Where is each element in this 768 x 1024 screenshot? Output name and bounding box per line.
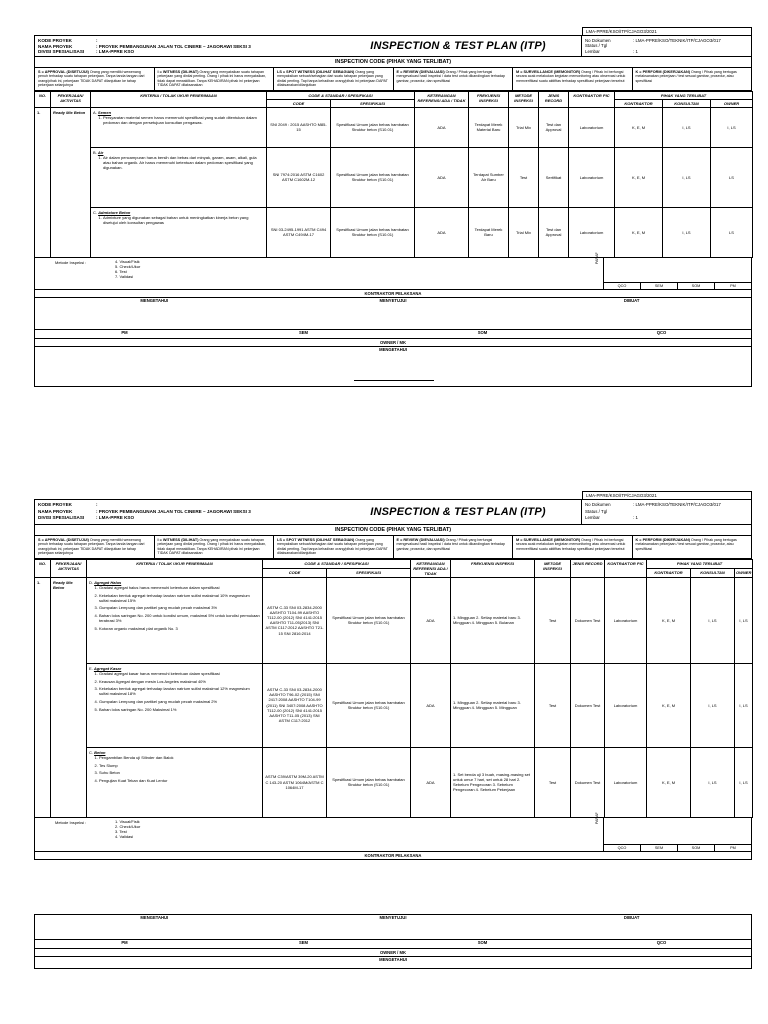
table-row: 1. Ready Mix Beton A. Semen 1. Persyaratan material semen harus memenuhi spesifikasi yang sudah ditentukan dalam pedoman dan dengan persetujuan konsultan pengawas. SNI 2049 : 2015 AASHTO M85-15 Spesifikasi Umum jalan bebas hambatan Struktur beton (S10.01) ADA Terdapat Merek Material Baru Trial Mix Test dan Approval Laboratorium K, E, M I, LS I, LS (35, 107, 753, 147)
itp-sheet-2: LMA-PPRE/KSO/ITP/CJAGO3/2021 KODE PROYEK : NAMA PROYEK : PROYEK PEMBANGUNAN JALAN TOL CINERE – JAGORAWI SEKSI 3 DIVISI SPESIALISASI : LMA-PPRE KSO INSPECTION & TEST PLAN (ITP) No Dokumen : LMA-PPRE/KSO/TEKNIK/ITP/CJAGO3/017 Status / Tgl Lembar : 1 INSPECTION CODE (PIHAK YANG TERLIBAT) S = APPROVAL (DISETUJUI) Orang yang memiliki wewenang penuh terhadap suatu tahapan pekerjaan. Tanpa tanda tangan dari orang/pihak ini, pekerjaan TIDAK DAPAT dilanjutkan ke tahap pekerjaan selanjutnya I = WITNESS (DILIHAT) Orang yang menyaksikan suatu tahapan pekerjaan yang dinilai penting. Orang / pihak ini harus menyaksikan, tidak dapat mewakilkan. Tanpa KEHADIRAN pihak ini pekerjaan TIDAK DAPAT dilaksanakan LS = SPOT WITNESS (DILIHAT SEBAGIAN) Orang yang menyaksikan sebuah/sebagian dari suatu tahapan pekerjaan yang dinilai penting. Tapi tanpa kehadiran orang/pihak ini pekerjaan DAPAT dilaksanakan/dilanjutkan E = REVIEW (DIEVALUASI) Orang / Pihak yang berfungsi mengevaluasi hasil inspeksi / data test untuk dikandingkan terhadap gambar, prosedur, dan spesifikasi M = SURVEILLANCE (MEMONITOR) Orang / Pihak ini berfungsi secara acak melakukan kegiatan memonitoring atau observasi untuk memverifikasi suatu aktifitas terhadap spesifikasi pekerjaan tersebut K = PERFORM (DIKERJAKAN) Orang / Pihak yang bertugas melaksanakan pekerjaan / test sesuai gambar, prosedur, atau spesifikasi NO. PEKERJAAN/ AKTIVITAS KRITERIA / TOLAK UKUR PENERIMAAN CODE & STANDAR / SPESIFIKASI KETERANGAN REFERENSI ADA / TIDAK FREKUENSI INSPEKSI METODE INSPEKSI JENIS RECORD KONTRAKTOR PIC PIHAK YANG TERLIBAT CODE SPESIFIKASI KONTRAKTOR KONSULTAN OWNER 1. Ready Mix Beton D. Agregat Halus 1. Gradasi agregat halus harus memenuhi ketentuan dalam spesifikasi 2. Kekekalan bentuk agregat terhadap larutan natrium sulfat maksimal 10% magnesium sulfat maksimal 15% 3. Gumpalan Lempung dan partikel yang mudah pecah maksimal 3% 4. Bahan lolos saringan No. 200 untuk kondisi umum, maksimal 5% untuk kondisi permukaan terabrasi 3% 5. Kotoran organic maksimal plat organik No. 3 ASTM C-33 SNI 03-2834-2000 AASHTO T104-99 AASHTO T112-00 (2012) SNI 4141:2015 AASHTO T11-05(2013) SNI ASTM C117:2012 AASHTO T21-15 SNI 2816:2014 Spesifikasi Umum jalan bebas hambatan Struktur beton (S10.01) ADA 1. Mingguan 2. Setiap material baru 3. Mingguan 4. Mingguan 5. Bulanan Test Dokumen Test Laboratorium K, E, M I, LS I, LS E. Agregat Kasar 1. Gradasi agregat kasar harus memenuhi ketentuan dalam spesifikasi 2. Keausan Agregat dengan mesin Los Angeles maksimal 40% 3. Kekekalan bentuk agregat terhadap larutan natrium sulfat maksimal 12% magnesium sulfat maksimal 18% 4. Gumpalan Lempung dan partikel yang mudah pecah maksimal 2% 5. Bahan lolos saringan No. 200 Maksimal 1% ASTM C-33 SNI 03-2834-2000 AASHTO T96-02 (2015) SNI 2417:2008 AASHTO T104-99 (2011) SNI 3407:2008 AASHTO T112-00 (2012) SNI 4141:2015 AASHTO T11-05 (2013) SNI ASTM C117:2012 Spesifikasi Umum jalan bebas hambatan Struktur beton (S10.01) ADA 1. Mingguan 2. Setiap material baru 3. Mingguan 4. Mingguan 5. Mingguan Test Dokumen Test Laboratorium K, E, M I, LS I, LS C. Beton 1. Pengambilan Benda uji Silinder dan Balok 2. Tes Slump 3. Suhu Beton 4. Pengujian Kuat Tekan dan Kuat Lentur ASTM C39/ASTM 39M-20 ASTM C 143-20 ASTM 1064M/ASTM C 1064M-17 Spesifikasi Umum jalan bebas hambatan Struktur beton (S10.01) ADA 1. Set benda uji 3 buah, masing-masing set untuk umur 7 hari, set untuk 28 hari 2. Sebelum Pengecoran 3. Sebelum Pengecoran 4. Sebelum Pekerjaan Test Dokumen Test Laboratorium K, E, M I, LS I, LS Metode Inspeksi : 1. Visual/Fisik 2. Check/Ukur 3. Test 4. Validasi PARAF QCO SEM SOM PM KONTRAKTOR PELAKSANA MENGETAHUI MENYETUJUI DIBUAT PM SEM SOM QCO OWNER / MK MENGETAHUI (34, 491, 752, 1024)
signature-row: MENGETAHUI MENYETUJUI DIBUAT (34, 298, 752, 330)
inspection-code-title: INSPECTION CODE (PIHAK YANG TERLIBAT) (34, 57, 752, 68)
doc-number: LMA-PPRE/KSO/ITP/CJAGO3/2021 (582, 27, 752, 35)
itp-sheet-1: LMA-PPRE/KSO/ITP/CJAGO3/2021 KODE PROYEK : NAMA PROYEK : PROYEK PEMBANGUNAN JALAN TOL CINERE – JAGORAWI SEKSI 3 DIVISI SPESIALISASI : LMA-PPRE KSO INSPECTION & TEST PLAN (ITP) No Dokumen : LMA-PPRE/KSO/TEKNIK/ITP/CJAGO3/017 Status / Tgl Lembar : 1 INSPECTION CODE (PIHAK YANG TERLIBAT) S = APPROVAL (DISETUJUI) Orang yang memiliki wewenang penuh terhadap suatu tahapan pekerjaan. Tanpa tanda tangan dari orang/pihak ini, pekerjaan TIDAK DAPAT dilanjutkan ke tahap pekerjaan selanjutnya I = WITNESS (DILIHAT) Orang yang menyaksikan suatu tahapan pekerjaan yang dinilai penting. Orang / pihak ini harus menyaksikan, tidak dapat mewakilkan. Tanpa KEHADIRAN pihak ini pekerjaan TIDAK DAPAT dilaksanakan LS = SPOT WITNESS (DILIHAT SEBAGIAN) Orang yang menyaksikan sebuah/sebagian dari suatu tahapan pekerjaan yang dinilai penting. Tapi tanpa kehadiran orang/pihak ini pekerjaan DAPAT dilaksanakan/dilanjutkan E = REVIEW (DIEVALUASI) Orang / Pihak yang berfungsi mengevaluasi hasil inspeksi / data test untuk dikandingkan terhadap gambar, prosedur, dan spesifikasi M = SURVEILLANCE (MEMONITOR) Orang / Pihak ini berfungsi secara acak melakukan kegiatan memonitoring atau observasi untuk memverifikasi suatu aktifitas terhadap spesifikasi pekerjaan tersebut K = PERFORM (DIKERJAKAN) Orang / Pihak yang bertugas melaksanakan pekerjaan / test sesuai gambar, prosedur, atau spesifikasi NO. PEKERJAAN/ AKTIVITAS KRITERIA / TOLAK UKUR PENERIMAAN CODE & STANDAR / SPESIFIKASI KETERANGAN REFERENSI ADA / TIDAK FREKUENSI INSPEKSI METODE INSPEKSI JENIS RECORD KONTRAKTOR PIC PIHAK YANG TERLIBAT CODE SPESIFIKASI KONTRAKTOR KONSULTAN OWNER 1. Ready Mix Beton A. Semen 1. Persyaratan material semen harus memenuhi spesifikasi yang sudah ditentukan dalam pedoman dan dengan persetujuan konsultan pengawas. SNI 2049 : 2015 AASHTO M85-15 Spesifikasi Umum jalan bebas hambatan Struktur beton (S10.01) ADA Terdapat Merek Material Baru Trial Mix Test dan Approval Laboratorium K, E, M I, LS I, LS B. Air 1. Air dalam pencampuran harus bersih dan bebas dari minyak, garam, asam, alkali, gula atau bahan organik. Air harus memenuhi ketentuan dalam pedoman spesifikasi yang digunakan. SNI 7974:2016 ASTM C1602 ASTM C1602M-12 Spesifikasi Umum jalan bebas hambatan Struktur beton (S10.01) ADA Terdapat Sumber Air Baru Test Sertifikat Laboratorium K, E, M I, LS LS C. Admixture Beton 1. Admixture yang digunakan sebagai bahan untuk meningkatkan kinerja beton yang disetujui oleh konsultan pengawas SNI 03-2495-1991 ASTM C494 ASTM C494M-17 Spesifikasi Umum jalan bebas hambatan Struktur beton (S10.01) ADA Terdapat Merek Baru Trial Mix Test dan Approval Laboratorium K, E, M I, LS LS Metode Inspeksi : 4. Visual/Fisik 5. Check/Ukur 6. Test 7. Validasi PARAF QCO SEM SOM PM KONTRAKTOR PELAKSANA MENGETAHUI MENYETUJUI DIBUAT PM SEM SOM QCO OWNER / MK MENGETAHUI (34, 27, 752, 389)
method-section: Metode Inspeksi : 4. Visual/Fisik 5. Check/Ukur 6. Test 7. Validasi PARAF QCO SEM SOM PM (34, 258, 752, 290)
itp-table: NO. PEKERJAAN/ AKTIVITAS KRITERIA / TOLAK UKUR PENERIMAAN CODE & STANDAR / SPESIFIKASI KETERANGAN REFERENSI ADA / TIDAK FREKUENSI INSPEKSI METODE INSPEKSI JENIS RECORD KONTRAKTOR PIC PIHAK YANG TERLIBAT CODE SPESIFIKASI KONTRAKTOR KONSULTAN OWNER 1. Ready Mix Beton A. Semen 1. Persyaratan material semen harus memenuhi spesifikasi yang sudah ditentukan dalam pedoman dan dengan persetujuan konsultan pengawas. SNI 2049 : 2015 AASHTO M85-15 Spesifikasi Umum jalan bebas hambatan Struktur beton (S10.01) ADA Terdapat Merek Material Baru Trial Mix Test dan Approval Laboratorium K, E, M I, LS I, LS B. Air 1. Air dalam pencampuran harus bersih dan bebas dari minyak, garam, asam, alkali, gula atau bahan organik. Air harus memenuhi ketentuan dalam pedoman spesifikasi yang digunakan. SNI 7974:2016 ASTM C1602 ASTM C1602M-12 Spesifikasi Umum jalan bebas hambatan Struktur beton (S10.01) ADA Terdapat Sumber Air Baru Test Sertifikat Laboratorium K, E, M I, LS LS C. Admixture Beton 1. Admixture yang digunakan sebagai bahan untuk meningkatkan kinerja beton yang disetujui oleh konsultan pengawas SNI 03-2495-1991 ASTM C494 ASTM C494M-17 Spesifikasi Umum jalan bebas hambatan Struktur beton (S10.01) ADA Terdapat Merek Baru Trial Mix Test dan Approval Laboratorium K, E, M I, LS LS (34, 91, 753, 258)
inspection-codes: S = APPROVAL (DISETUJUI) Orang yang memiliki wewenang penuh terhadap suatu tahapan pekerjaan. Tanpa tanda tangan dari orang/pihak ini, pekerjaan TIDAK DAPAT dilanjutkan ke tahap pekerjaan selanjutnya I = WITNESS (DILIHAT) Orang yang menyaksikan suatu tahapan pekerjaan yang dinilai penting. Orang / pihak ini harus menyaksikan, tidak dapat mewakilkan. Tanpa KEHADIRAN pihak ini pekerjaan TIDAK DAPAT dilaksanakan LS = SPOT WITNESS (DILIHAT SEBAGIAN) Orang yang menyaksikan sebuah/sebagian dari suatu tahapan pekerjaan yang dinilai penting. Tapi tanpa kehadiran orang/pihak ini pekerjaan DAPAT dilaksanakan/dilanjutkan E = REVIEW (DIEVALUASI) Orang / Pihak yang berfungsi mengevaluasi hasil inspeksi / data test untuk dikandingkan terhadap gambar, prosedur, dan spesifikasi M = SURVEILLANCE (MEMONITOR) Orang / Pihak ini berfungsi secara acak melakukan kegiatan memonitoring atau observasi untuk memverifikasi suatu aktifitas terhadap spesifikasi pekerjaan tersebut K = PERFORM (DIKERJAKAN) Orang / Pihak yang bertugas melaksanakan pekerjaan / test sesuai gambar, prosedur, atau spesifikasi (34, 68, 752, 91)
table-row: B. Air 1. Air dalam pencampuran harus bersih dan bebas dari minyak, garam, asam, alkali, gula atau bahan organik. Air harus memenuhi ketentuan dalam pedoman spesifikasi yang digunakan. SNI 7974:2016 ASTM C1602 ASTM C1602M-12 Spesifikasi Umum jalan bebas hambatan Struktur beton (S10.01) ADA Terdapat Sumber Air Baru Test Sertifikat Laboratorium K, E, M I, LS LS (35, 147, 753, 207)
paraf-box: PARAF QCO SEM SOM PM (591, 258, 751, 289)
table-row: 1. Ready Mix Beton D. Agregat Halus 1. Gradasi agregat halus harus memenuhi ketentuan dalam spesifikasi 2. Kekekalan bentuk agregat terhadap larutan natrium sulfat maksimal 10% magnesium sulfat maksimal 15% 3. Gumpalan Lempung dan partikel yang mudah pecah maksimal 3% 4. Bahan lolos saringan No. 200 untuk kondisi umum, maksimal 5% untuk kondisi permukaan terabrasi 3% 5. Kotoran organic maksimal plat organik No. 3 ASTM C-33 SNI 03-2834-2000 AASHTO T104-99 AASHTO T112-00 (2012) SNI 4141:2015 AASHTO T11-05(2013) SNI ASTM C117:2012 AASHTO T21-15 SNI 2816:2014 Spesifikasi Umum jalan bebas hambatan Struktur beton (S10.01) ADA 1. Mingguan 2. Setiap material baru 3. Mingguan 4. Mingguan 5. Bulanan Test Dokumen Test Laboratorium K, E, M I, LS I, LS (35, 577, 753, 663)
table-row: E. Agregat Kasar 1. Gradasi agregat kasar harus memenuhi ketentuan dalam spesifikasi 2. Keausan Agregat dengan mesin Los Angeles maksimal 40% 3. Kekekalan bentuk agregat terhadap larutan natrium sulfat maksimal 12% magnesium sulfat maksimal 18% 4. Gumpalan Lempung dan partikel yang mudah pecah maksimal 2% 5. Bahan lolos saringan No. 200 Maksimal 1% ASTM C-33 SNI 03-2834-2000 AASHTO T96-02 (2015) SNI 2417:2008 AASHTO T104-99 (2011) SNI 3407:2008 AASHTO T112-00 (2012) SNI 4141:2015 AASHTO T11-05 (2013) SNI ASTM C117:2012 Spesifikasi Umum jalan bebas hambatan Struktur beton (S10.01) ADA 1. Mingguan 2. Setiap material baru 3. Mingguan 4. Mingguan 5. Mingguan Test Dokumen Test Laboratorium K, E, M I, LS I, LS (35, 663, 753, 747)
itp-table-2: NO. PEKERJAAN/ AKTIVITAS KRITERIA / TOLAK UKUR PENERIMAAN CODE & STANDAR / SPESIFIKASI KETERANGAN REFERENSI ADA / TIDAK FREKUENSI INSPEKSI METODE INSPEKSI JENIS RECORD KONTRAKTOR PIC PIHAK YANG TERLIBAT CODE SPESIFIKASI KONTRAKTOR KONSULTAN OWNER 1. Ready Mix Beton D. Agregat Halus 1. Gradasi agregat halus harus memenuhi ketentuan dalam spesifikasi 2. Kekekalan bentuk agregat terhadap larutan natrium sulfat maksimal 10% magnesium sulfat maksimal 15% 3. Gumpalan Lempung dan partikel yang mudah pecah maksimal 3% 4. Bahan lolos saringan No. 200 untuk kondisi umum, maksimal 5% untuk kondisi permukaan terabrasi 3% 5. Kotoran organic maksimal plat organik No. 3 ASTM C-33 SNI 03-2834-2000 AASHTO T104-99 AASHTO T112-00 (2012) SNI 4141:2015 AASHTO T11-05(2013) SNI ASTM C117:2012 AASHTO T21-15 SNI 2816:2014 Spesifikasi Umum jalan bebas hambatan Struktur beton (S10.01) ADA 1. Mingguan 2. Setiap material baru 3. Mingguan 4. Mingguan 5. Bulanan Test Dokumen Test Laboratorium K, E, M I, LS I, LS E. Agregat Kasar 1. Gradasi agregat kasar harus memenuhi ketentuan dalam spesifikasi 2. Keausan Agregat dengan mesin Los Angeles maksimal 40% 3. Kekekalan bentuk agregat terhadap larutan natrium sulfat maksimal 12% magnesium sulfat maksimal 18% 4. Gumpalan Lempung dan partikel yang mudah pecah maksimal 2% 5. Bahan lolos saringan No. 200 Maksimal 1% ASTM C-33 SNI 03-2834-2000 AASHTO T96-02 (2015) SNI 2417:2008 AASHTO T104-99 (2011) SNI 3407:2008 AASHTO T112-00 (2012) SNI 4141:2015 AASHTO T11-05 (2013) SNI ASTM C117:2012 Spesifikasi Umum jalan bebas hambatan Struktur beton (S10.01) ADA 1. Mingguan 2. Setiap material baru 3. Mingguan 4. Mingguan 5. Mingguan Test Dokumen Test Laboratorium K, E, M I, LS I, LS C. Beton 1. Pengambilan Benda uji Silinder dan Balok 2. Tes Slump 3. Suhu Beton 4. Pengujian Kuat Tekan dan Kuat Lentur ASTM C39/ASTM 39M-20 ASTM C 143-20 ASTM 1064M/ASTM C 1064M-17 Spesifikasi Umum jalan bebas hambatan Struktur beton (S10.01) ADA 1. Set benda uji 3 buah, masing-masing set untuk umur 7 hari, set untuk 28 hari 2. Sebelum Pengecoran 3. Sebelum Pengecoran 4. Sebelum Pekerjaan Test Dokumen Test Laboratorium K, E, M I, LS I, LS (34, 559, 753, 818)
table-row: C. Beton 1. Pengambilan Benda uji Silinder dan Balok 2. Tes Slump 3. Suhu Beton 4. Pengujian Kuat Tekan dan Kuat Lentur ASTM C39/ASTM 39M-20 ASTM C 143-20 ASTM 1064M/ASTM C 1064M-17 Spesifikasi Umum jalan bebas hambatan Struktur beton (S10.01) ADA 1. Set benda uji 3 buah, masing-masing set untuk umur 7 hari, set untuk 28 hari 2. Sebelum Pengecoran 3. Sebelum Pengecoran 4. Sebelum Pekerjaan Test Dokumen Test Laboratorium K, E, M I, LS I, LS (35, 747, 753, 817)
document-title: INSPECTION & TEST PLAN (ITP) (370, 40, 546, 52)
table-row: C. Admixture Beton 1. Admixture yang digunakan sebagai bahan untuk meningkatkan kinerja beton yang disetujui oleh konsultan pengawas SNI 03-2495-1991 ASTM C494 ASTM C494M-17 Spesifikasi Umum jalan bebas hambatan Struktur beton (S10.01) ADA Terdapat Merek Baru Trial Mix Test dan Approval Laboratorium K, E, M I, LS LS (35, 207, 753, 257)
document-header: KODE PROYEK : NAMA PROYEK : PROYEK PEMBANGUNAN JALAN TOL CINERE – JAGORAWI SEKSI 3 DIVISI SPESIALISASI : LMA-PPRE KSO INSPECTION & TEST PLAN (ITP) No Dokumen : LMA-PPRE/KSO/TEKNIK/ITP/CJAGO3/017 Status / Tgl Lembar : 1 (34, 35, 752, 57)
